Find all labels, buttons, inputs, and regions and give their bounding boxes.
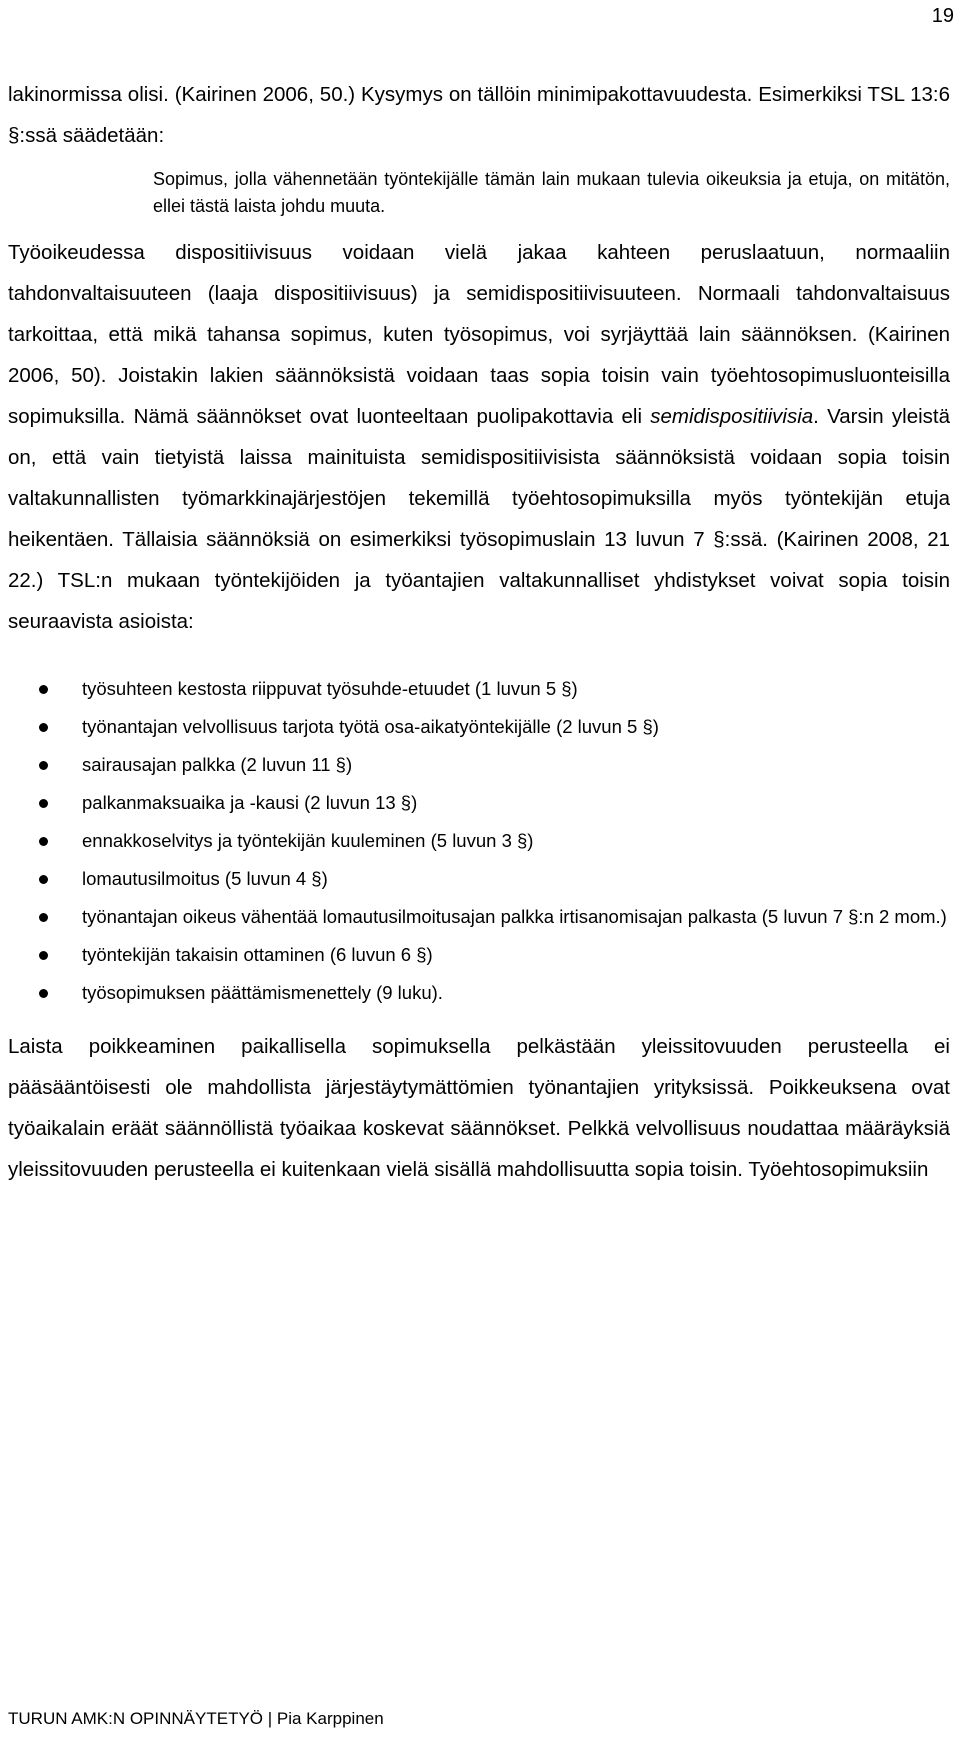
list-item: työntekijän takaisin ottaminen (6 luvun 6 §) [8,936,950,974]
provisions-list [8,670,950,1012]
list-item: työnantajan velvollisuus tarjota työtä osa-aikatyöntekijälle (2 luvun 5 §) [8,708,950,746]
closing-paragraph: Laista poikkeaminen paikallisella sopimuksella pelkästään yleissitovuuden perusteella ei pääsääntöisesti ole mahdollista järjestäytymättömien työnantajien yrityksissä. Poikkeuksena ovat työaikalain eräät säännöllistä työaikaa koskevat säännökset. Pelkkä velvollisuus noudattaa määräyksiä yleissitovuuden perusteella ei kuitenkaan vielä sisällä mahdollisuutta sopia toisin. Työehtosopimuksiin [8,1035,950,1181]
list-item: palkanmaksuaika ja -kausi (2 luvun 13 §) [8,784,950,822]
list-item: työnantajan oikeus vähentää lomautusilmoitusajan palkka irtisanomisajan palkasta (5 luvun 7 §:n 2 mom.) [8,898,950,936]
main-paragraph-italic-term: semidispositiivisia [650,405,814,428]
page-content [8,74,950,1190]
page-number: 19 [931,5,954,27]
list-item: sairausajan palkka (2 luvun 11 §) [8,746,950,784]
main-paragraph-part-2: . Varsin yleistä on, että vain tietyistä laissa mainituista semidispositiivisista säännöksistä voidaan sopia toisin valtakunnallisten työmarkkinajärjestöjen tekemillä työehtosopimuksilla myös työntekijän etuja heikentäen. Tällaisia säännöksiä on esimerkiksi työsopimuslain 13 luvun 7 §:ssä. (Kairinen 2008, 21 22.) TSL:n mukaan työntekijöiden ja työantajien valtakunnalliset yhdistykset voivat sopia toisin seuraavista asioista: [8,405,951,633]
main-paragraph [8,232,950,642]
list-item: ennakkoselvitys ja työntekijän kuuleminen (5 luvun 3 §) [8,822,950,860]
list-item: työsuhteen kestosta riippuvat työsuhde-etuudet (1 luvun 5 §) [8,670,950,708]
main-paragraph-part-1: Työoikeudessa dispositiivisuus voidaan vielä jakaa kahteen peruslaatuun, normaaliin tahdonvaltaisuuteen (laaja dispositiivisuus) ja semidispositiivisuuteen. Normaali tahdonvaltaisuus tarkoittaa, että mikä tahansa sopimus, kuten työsopimus, voi syrjäyttää lain säännöksen. (Kairinen 2006, 50). Joistakin lakien säännöksistä voidaan taas sopia toisin vain työehtosopimusluonteisilla sopimuksilla. Nämä säännökset ovat luonteeltaan puolipakottavia eli [8,241,950,428]
intro-paragraph: lakinormissa olisi. (Kairinen 2006, 50.) Kysymys on tällöin minimipakottavuudesta. Esimerkiksi TSL 13:6 §:ssä säädetään: [8,83,950,147]
page-footer: TURUN AMK:N OPINNÄYTETYÖ | Pia Karppinen [8,1709,384,1728]
list-item: lomautusilmoitus (5 luvun 4 §) [8,860,950,898]
legal-quote: Sopimus, jolla vähennetään työntekijälle tämän lain mukaan tulevia oikeuksia ja etuja, on mitätön, ellei tästä laista johdu muuta. [153,169,950,216]
list-item: työsopimuksen päättämismenettely (9 luku). [8,974,950,1012]
